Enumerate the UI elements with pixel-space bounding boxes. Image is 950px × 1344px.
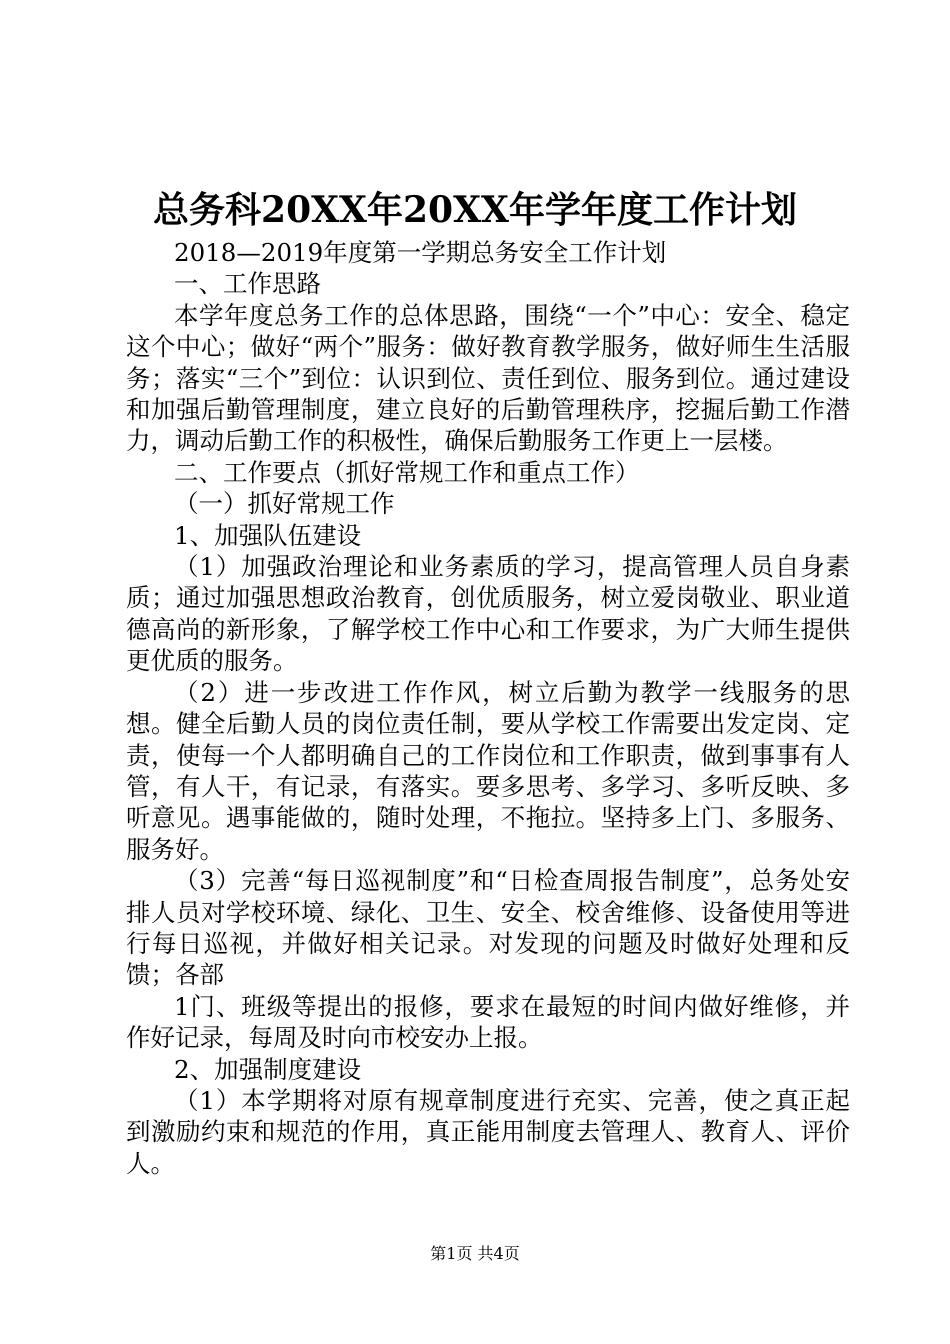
paragraph-item-1: 1、加强队伍建设 bbox=[174, 520, 362, 550]
paragraph-point-3-continued: 1门、班级等提出的报修，要求在最短的时间内做好维修，并作好记录，每周及时向市校安办上报。 bbox=[126, 991, 850, 1053]
paragraph-point-3: （3）完善“每日巡视制度”和“日检查周报告制度”，总务处安排人员对学校环境、绿化、卫生、安全、校舍维修、设备使用等进行每日巡视，并做好相关记录。对发现的问题及时做好处理和反馈；各部 bbox=[126, 866, 850, 990]
paragraph-item-2: 2、加强制度建设 bbox=[174, 1054, 362, 1084]
paragraph-point-1: （1）加强政治理论和业务素质的学习，提高管理人员自身素质；通过加强思想政治教育，创优质服务，树立爱岗敬业、职业道德高尚的新形象，了解学校工作中心和工作要求，为广大师生提供更优质的服务。 bbox=[126, 552, 850, 676]
paragraph-heading-2: 二、工作要点（抓好常规工作和重点工作） bbox=[174, 457, 640, 487]
document-body bbox=[126, 237, 850, 1179]
page-number: 第1页 共4页 bbox=[430, 1244, 520, 1263]
paragraph-subtitle: 2018—2019年度第一学期总务安全工作计划 bbox=[174, 238, 667, 267]
paragraph-point-2: （2）进一步改进工作作风，树立后勤为教学一线服务的思想。健全后勤人员的岗位责任制，要从学校工作需要出发定岗、定责，使每一个人都明确自己的工作岗位和工作职责，做到事事有人管，有人干，有记录，有落实。要多思考、多学习、多听反映、多听意见。遇事能做的，随时处理，不拖拉。坚持多上门、多服务、服务好。 bbox=[126, 677, 850, 864]
paragraph-work-ideas: 本学年度总务工作的总体思路，围绕“一个”中心：安全、稳定这个中心；做好“两个”服务：做好教育教学服务，做好师生生活服务；落实“三个”到位：认识到位、责任到位、服务到位。通过建设和加强后勤管理制度，建立良好的后勤管理秩序，挖掘后勤工作潜力，调动后勤工作的积极性，确保后勤服务工作更上一层楼。 bbox=[126, 300, 850, 456]
paragraph-subheading-1: （一）抓好常规工作 bbox=[174, 489, 395, 519]
paragraph-point-4: （1）本学期将对原有规章制度进行充实、完善，使之真正起到激励约束和规范的作用，真正能用制度去管理人、教育人、评价人。 bbox=[126, 1085, 850, 1178]
paragraph-heading-1: 一、工作思路 bbox=[174, 269, 321, 299]
document-title: 总务科20XX年20XX年学年度工作计划 bbox=[153, 189, 797, 231]
